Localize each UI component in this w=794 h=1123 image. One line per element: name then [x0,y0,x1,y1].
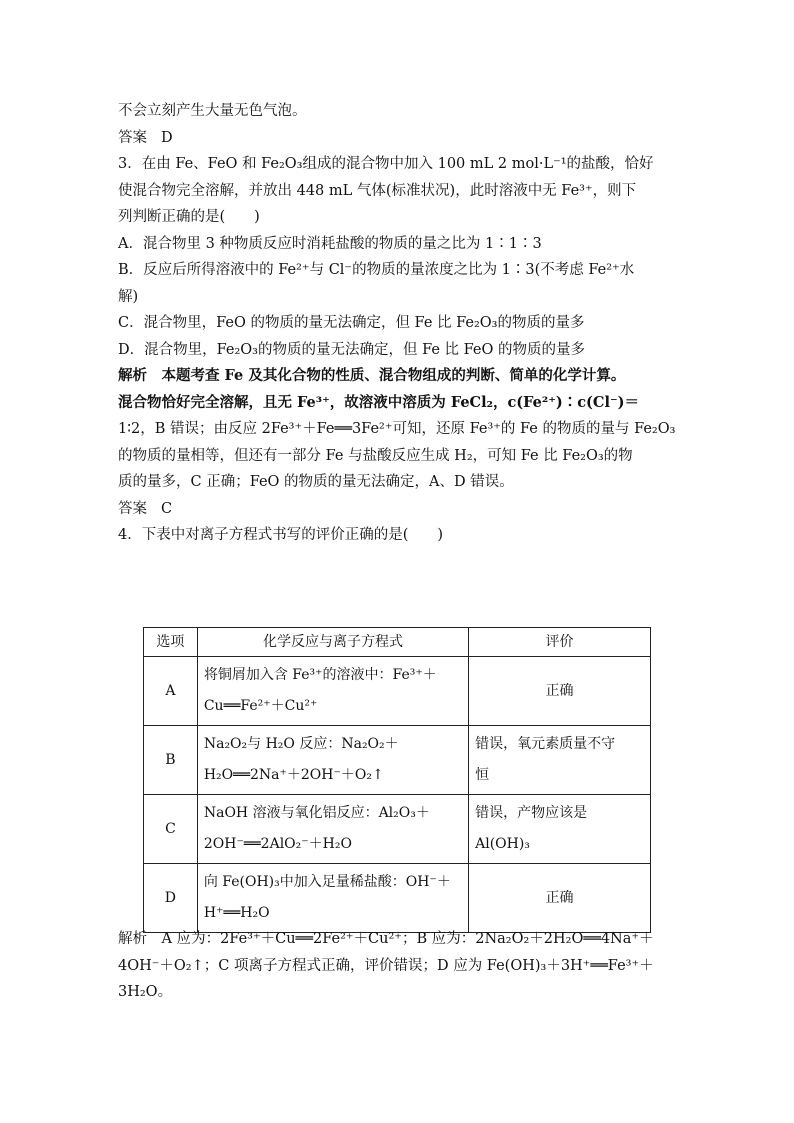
header-equation: 化学反应与离子方程式 [197,628,468,657]
question-4-line: 4．下表中对离子方程式书写的评价正确的是( ) [118,527,444,543]
answer-label: 答案 [118,500,147,517]
solution-line-1: 解析 本题考查 Fe 及其化合物的性质、混合物组成的判断、简单的化学计算。 [118,367,626,384]
answer-value: C [161,500,173,517]
equation-line: Cu══Fe²⁺＋Cu²⁺ [203,698,318,714]
cell-option: B [144,726,198,795]
cell-option: D [144,864,198,933]
cell-evaluation: 正确 [469,864,651,933]
equation-line: Na₂O₂与 H₂O 反应：Na₂O₂＋ [203,736,399,752]
cell-evaluation [469,726,651,795]
solution-line-5: 质的量多，C 正确；FeO 的物质的量无法确定，A、D 错误。 [118,474,514,490]
table-row [144,726,651,795]
option-d: D．混合物里，Fe₂O₃的物质的量无法确定，但 Fe 比 FeO 的物质的量多 [118,341,586,358]
option-b-line-2: 解) [118,288,139,305]
cell-equation [197,795,468,864]
text-line: 不会立刻产生大量无色气泡。 [118,103,307,119]
option-c: C．混合物里，FeO 的物质的量无法确定，但 Fe 比 Fe₂O₃的物质的量多 [118,315,585,331]
question-3-line-1: 3．在由 Fe、FeO 和 Fe₂O₃组成的混合物中加入 100 mL 2 mol·L⁻¹的盐酸，恰好 [118,156,654,172]
solution-4-line-1: 解析 A 应为：2Fe³⁺＋Cu══2Fe²⁺＋Cu²⁺；B 应为：2Na₂O₂＋2H₂O══4Na⁺＋ [118,931,654,947]
cell-equation [197,726,468,795]
cell-equation [197,657,468,726]
solution-line-2: 混合物恰好完全溶解，且无 Fe³⁺，故溶液中溶质为 FeCl₂，c(Fe²⁺)∶c(Cl⁻)＝ [118,393,639,411]
evaluation-line: 恒 [475,767,490,783]
question-3-line-2: 使混合物完全溶解，并放出 448 mL 气体(标准状况)，此时溶液中无 Fe³⁺，则下 [118,182,637,199]
table-header-row [144,628,651,657]
table-row [144,864,651,933]
cell-equation [197,864,468,933]
evaluation-line: 错误，产物应该是 [475,805,588,821]
answer-value: D [161,129,173,146]
equation-line: NaOH 溶液与氧化铝反应：Al₂O₃＋ [203,805,430,821]
header-evaluation: 评价 [469,628,651,657]
equation-line: 将铜屑加入含 Fe³⁺的溶液中：Fe³⁺＋ [203,667,437,683]
document-body [118,98,678,549]
answer-line [118,496,678,523]
evaluation-line: 错误，氧元素质量不守 [475,736,616,752]
solution-4 [118,926,678,1006]
cell-evaluation: 正确 [469,657,651,726]
equation-line: H₂O══2Na⁺＋2OH⁻＋O₂↑ [203,767,384,783]
solution-4-line-3: 3H₂O。 [118,984,173,1000]
answer-label: 答案 [118,129,147,146]
solution-4-line-2: 4OH⁻＋O₂↑；C 项离子方程式正确，评价错误；D 应为 Fe(OH)₃＋3H⁺══Fe³⁺＋ [118,957,654,974]
header-option: 选项 [144,628,198,657]
equation-line: 向 Fe(OH)₃中加入足量稀盐酸：OH⁻＋ [203,874,451,890]
evaluation-table [143,627,651,933]
solution-line-3: 1∶2，B 错误；由反应 2Fe³⁺＋Fe══3Fe²⁺可知，还原 Fe³⁺的 Fe 的物质的量与 Fe₂O₃ [118,421,676,437]
option-b-line-1: B．反应后所得溶液中的 Fe²⁺与 Cl⁻的物质的量浓度之比为 1∶3(不考虑 Fe²⁺水 [118,262,635,278]
option-a: A．混合物里 3 种物质反应时消耗盐酸的物质的量之比为 1∶1∶3 [118,235,542,252]
answer-line [118,125,678,152]
table-row [144,657,651,726]
cell-option: A [144,657,198,726]
evaluation-line: Al(OH)₃ [475,836,530,852]
table-row [144,795,651,864]
question-3-line-3: 列判断正确的是( ) [118,209,260,225]
solution-line-4: 的物质的量相等，但还有一部分 Fe 与盐酸反应生成 H₂，可知 Fe 比 Fe₂O₃的物 [118,447,633,464]
equation-line: 2OH⁻══2AlO₂⁻＋H₂O [203,836,352,852]
equation-line: H⁺══H₂O [203,905,270,921]
cell-evaluation [469,795,651,864]
cell-option: C [144,795,198,864]
